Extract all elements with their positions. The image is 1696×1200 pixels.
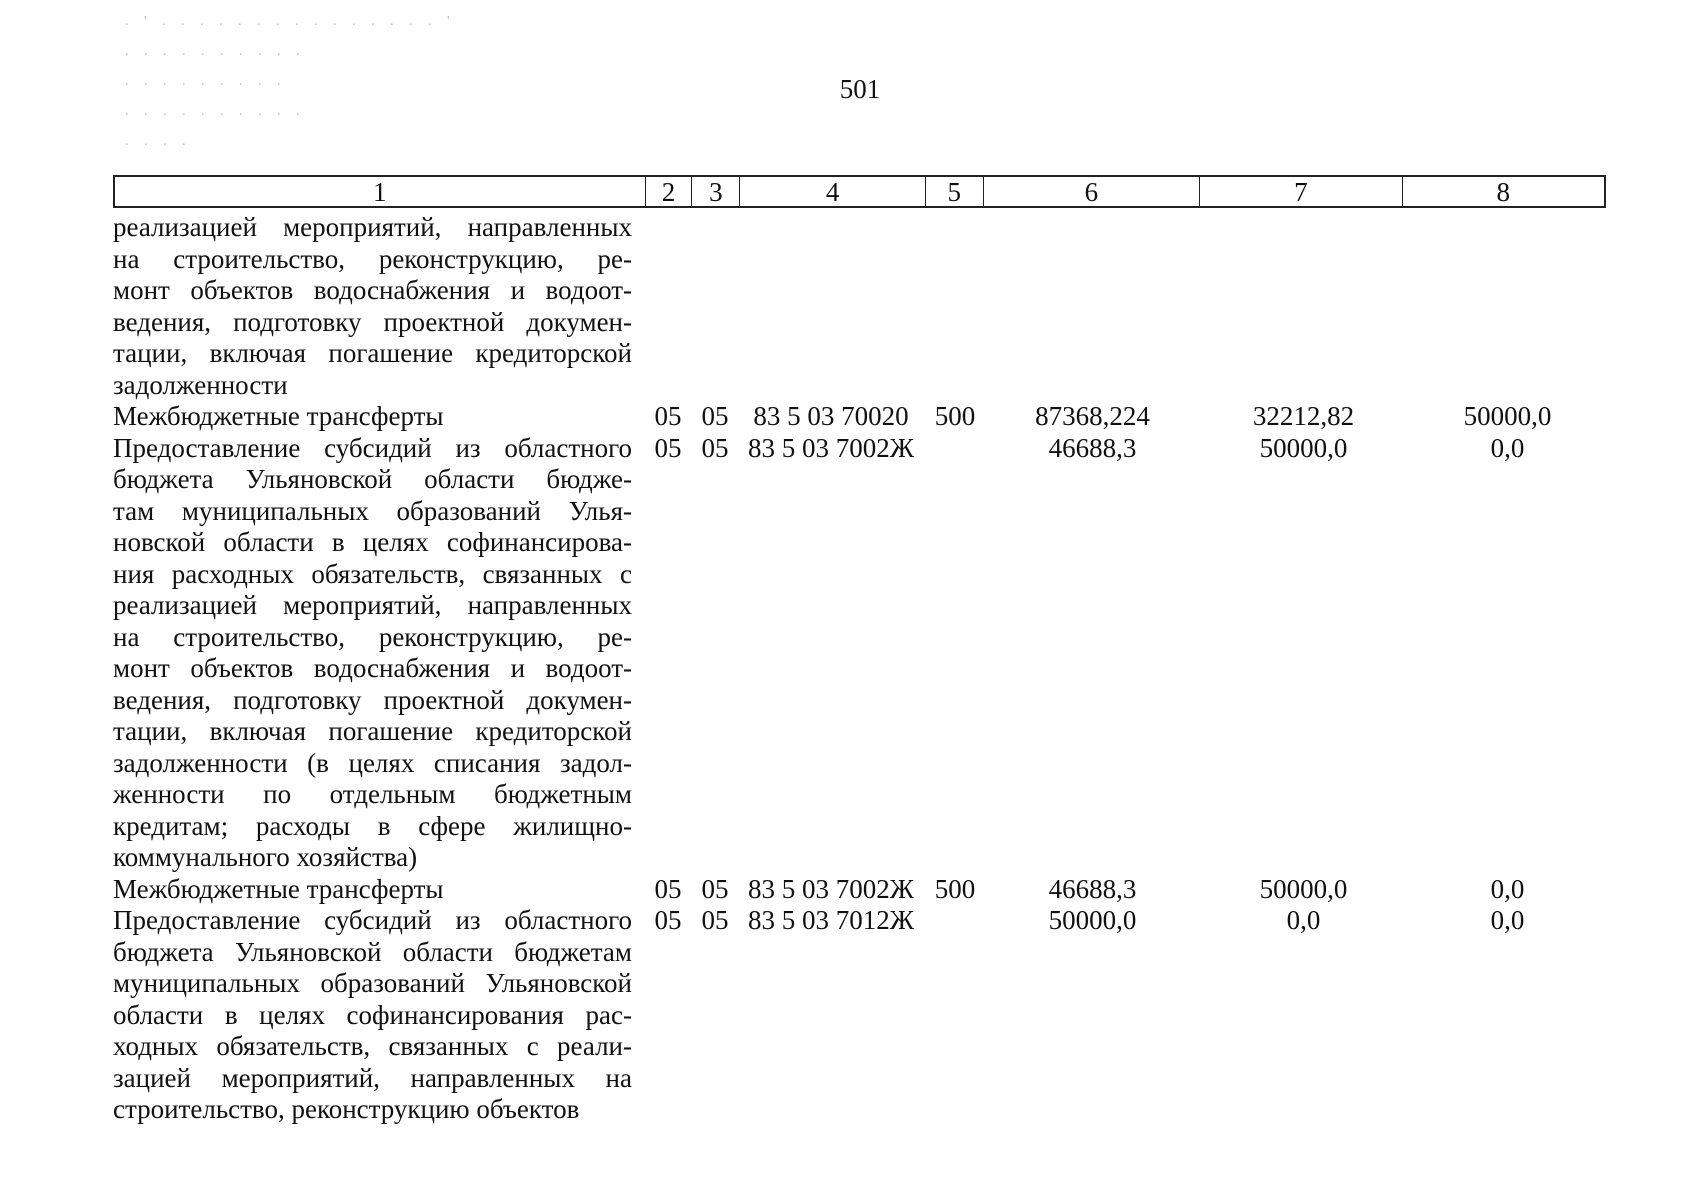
description-line: кредитам; расходы в сфере жилищно- (113, 810, 632, 841)
table-row (113, 433, 1606, 874)
row-values (113, 905, 1606, 937)
description-line: бюджета Ульяновской области бюдже- (113, 464, 632, 494)
row-description (113, 905, 632, 1126)
cell-c7: 32212,82 (1252, 401, 1355, 431)
cell-c8: 0,0 (1490, 432, 1525, 463)
description-line: тации, включая погашение кредиторской (113, 338, 632, 368)
header-col-3: 3 (692, 177, 740, 206)
description-line: ния расходных обязательств, связанных с (113, 558, 632, 589)
description-line: Межбюджетные трансферты (113, 401, 444, 431)
cell-c6: 46688,3 (1048, 432, 1137, 463)
description-line: Межбюджетные трансферты (113, 873, 444, 904)
cell-c6: 87368,224 (1035, 401, 1150, 431)
description-line: Предоставление субсидий из областного (113, 905, 632, 935)
header-col-6: 6 (984, 177, 1200, 206)
row-values (113, 401, 1606, 433)
description-line: строительство, реконструкцию объектов (113, 1094, 580, 1124)
description-line: коммунального хозяйства) (113, 842, 418, 872)
header-col-4: 4 (740, 177, 926, 206)
description-line: области в целях софинансирования рас- (113, 999, 632, 1030)
cell-c7: 50000,0 (1259, 873, 1348, 904)
description-line: зацией мероприятий, направленных на (113, 1062, 632, 1093)
cell-c3: 05 (701, 873, 729, 904)
cell-c6: 46688,3 (1048, 873, 1137, 904)
page-number: 501 (839, 74, 881, 104)
header-col-5: 5 (926, 177, 984, 206)
description-line: бюджета Ульяновской области бюджетам (113, 936, 632, 967)
cell-c3: 05 (701, 905, 729, 935)
table-row (113, 905, 1606, 1126)
scan-noise: . ' . . . . . . . . . . . . . . . ' (125, 14, 456, 29)
cell-c3: 05 (701, 401, 729, 431)
description-line: ходных обязательств, связанных с реали- (113, 1031, 632, 1061)
table-row (113, 401, 1606, 433)
cell-c8: 50000,0 (1463, 401, 1552, 431)
row-values (113, 433, 1606, 465)
description-line: ведения, подготовку проектной докумен- (113, 306, 632, 337)
cell-c4: 83 5 03 7002Ж (748, 432, 914, 463)
description-line: реализацией мероприятий, направленных (113, 212, 632, 242)
table-row (113, 874, 1606, 906)
row-values (113, 370, 1606, 402)
header-col-7: 7 (1200, 177, 1402, 206)
row-values (113, 874, 1606, 906)
row-description (113, 433, 632, 874)
scan-noise: . . . . . . . . . (125, 74, 287, 89)
table-row (113, 212, 1606, 401)
description-line: на строительство, реконструкцию, ре- (113, 243, 632, 274)
description-line: реализацией мероприятий, направленных (113, 590, 632, 620)
description-line: новской области в целях софинансирова- (113, 527, 632, 557)
cell-c7: 0,0 (1286, 905, 1321, 935)
cell-c8: 0,0 (1490, 905, 1525, 935)
header-col-8: 8 (1496, 177, 1511, 207)
cell-c6: 50000,0 (1048, 905, 1137, 935)
cell-c2: 05 (654, 905, 682, 935)
description-line: задолженности (в целях списания задол- (113, 747, 632, 778)
description-line: на строительство, реконструкцию, ре- (113, 621, 632, 652)
description-line: монт объектов водоснабжения и водоот- (113, 653, 632, 683)
description-line: монт объектов водоснабжения и водоот- (113, 275, 632, 305)
description-line: там муниципальных образований Улья- (113, 495, 632, 526)
cell-c4: 83 5 03 70020 (753, 401, 909, 431)
cell-c4: 83 5 03 7012Ж (748, 905, 914, 935)
cell-c5: 500 (934, 401, 976, 431)
description-line: задолженности (113, 369, 288, 400)
cell-c2: 05 (654, 401, 682, 431)
description-line: Предоставление субсидий из областного (113, 432, 632, 463)
cell-c2: 05 (654, 432, 682, 463)
cell-c2: 05 (654, 873, 682, 904)
description-line: тации, включая погашение кредиторской (113, 716, 632, 746)
table-header (113, 175, 1606, 208)
header-col-2: 2 (646, 177, 693, 206)
scan-noise: . . . . (125, 134, 192, 149)
scan-noise: . . . . . . . . . . (125, 104, 306, 119)
cell-c5: 500 (934, 873, 976, 904)
description-line: муниципальных образований Ульяновской (113, 968, 632, 998)
description-line: ведения, подготовку проектной докумен- (113, 684, 632, 715)
table-body (113, 212, 1606, 1126)
description-line: женности по отдельным бюджетным (113, 779, 632, 809)
scan-noise: . . . . . . . . . . (125, 44, 306, 59)
header-col-1: 1 (115, 177, 646, 206)
cell-c7: 50000,0 (1259, 432, 1348, 463)
cell-c8: 0,0 (1490, 873, 1525, 904)
cell-c3: 05 (701, 432, 729, 463)
cell-c4: 83 5 03 7002Ж (748, 873, 914, 904)
